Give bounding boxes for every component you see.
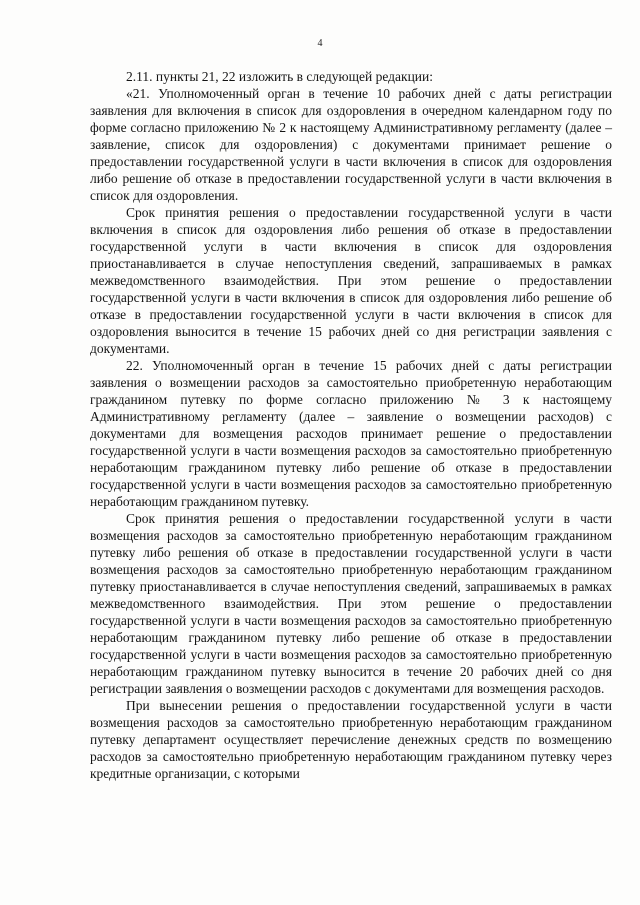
clause-22-term-paragraph: Срок принятия решения о предоставлении государственной услуги в части возмещения расходов за самостоятельно приобретенную неработающим гражданином путевку либо решения об отказе в предоставлении государственной услуги в части возмещения расходов за самостоятельно приобретенную неработающим гражданином путевку приостанавливается в случае непоступления сведений, запрашиваемых в рамках межведомственного взаимодействия. При этом решение о предоставлении государственной услуги в части возмещения расходов за самостоятельно приобретенную неработающим гражданином путевку либо решение об отказе в предоставлении государственной услуги в части возмещения расходов за самостоятельно приобретенную неработающим гражданином путевку выносится в течение 20 рабочих дней со дня регистрации заявления о возмещении расходов с документами для возмещения расходов. [90,511,612,696]
clause-21-paragraph: «21. Уполномоченный орган в течение 10 рабочих дней с даты регистрации заявления для включения в список для оздоровления в очередном календарном году по форме согласно приложению № 2 к настоящему Административному регламенту (далее – заявление, список для оздоровления) с документами принимает решение о предоставлении государственной услуги в части включения в список для оздоровления либо решение об отказе в предоставлении государственной услуги в части включения в список для оздоровления. [90,86,612,203]
document-body [90,68,612,782]
clause-22-paragraph: 22. Уполномоченный орган в течение 15 рабочих дней с даты регистрации заявления о возмещении расходов за самостоятельно приобретенную неработающим гражданином путевку по форме согласно приложению № 3 к настоящему Административному регламенту (далее – заявление о возмещении расходов) с документами для возмещения расходов принимает решение о предоставлении государственной услуги в части возмещения расходов за самостоятельно приобретенную неработающим гражданином путевку либо решение об отказе в предоставлении государственной услуги в части возмещения расходов за самостоятельно приобретенную неработающим гражданином путевку. [90,358,612,509]
amendment-intro-paragraph: 2.11. пункты 21, 22 изложить в следующей редакции: [126,69,434,84]
page-number: 4 [317,38,323,49]
clause-21-term-paragraph: Срок принятия решения о предоставлении государственной услуги в части включения в список для оздоровления либо решения об отказе в предоставлении государственной услуги в части включения в список для оздоровления приостанавливается в случае непоступления сведений, запрашиваемых в рамках межведомственного взаимодействия. При этом решение о предоставлении государственной услуги в части включения в список для оздоровления либо решение об отказе в предоставлении государственной услуги в части включения в список для оздоровления выносится в течение 15 рабочих дней со дня регистрации заявления с документами. [90,205,612,356]
reimbursement-paragraph: При вынесении решения о предоставлении государственной услуги в части возмещения расходов за самостоятельно приобретенную неработающим гражданином путевку департамент осуществляет перечисление денежных средств по возмещению расходов за самостоятельно приобретенную неработающим гражданином путевку через кредитные организации, с которыми [90,698,612,781]
